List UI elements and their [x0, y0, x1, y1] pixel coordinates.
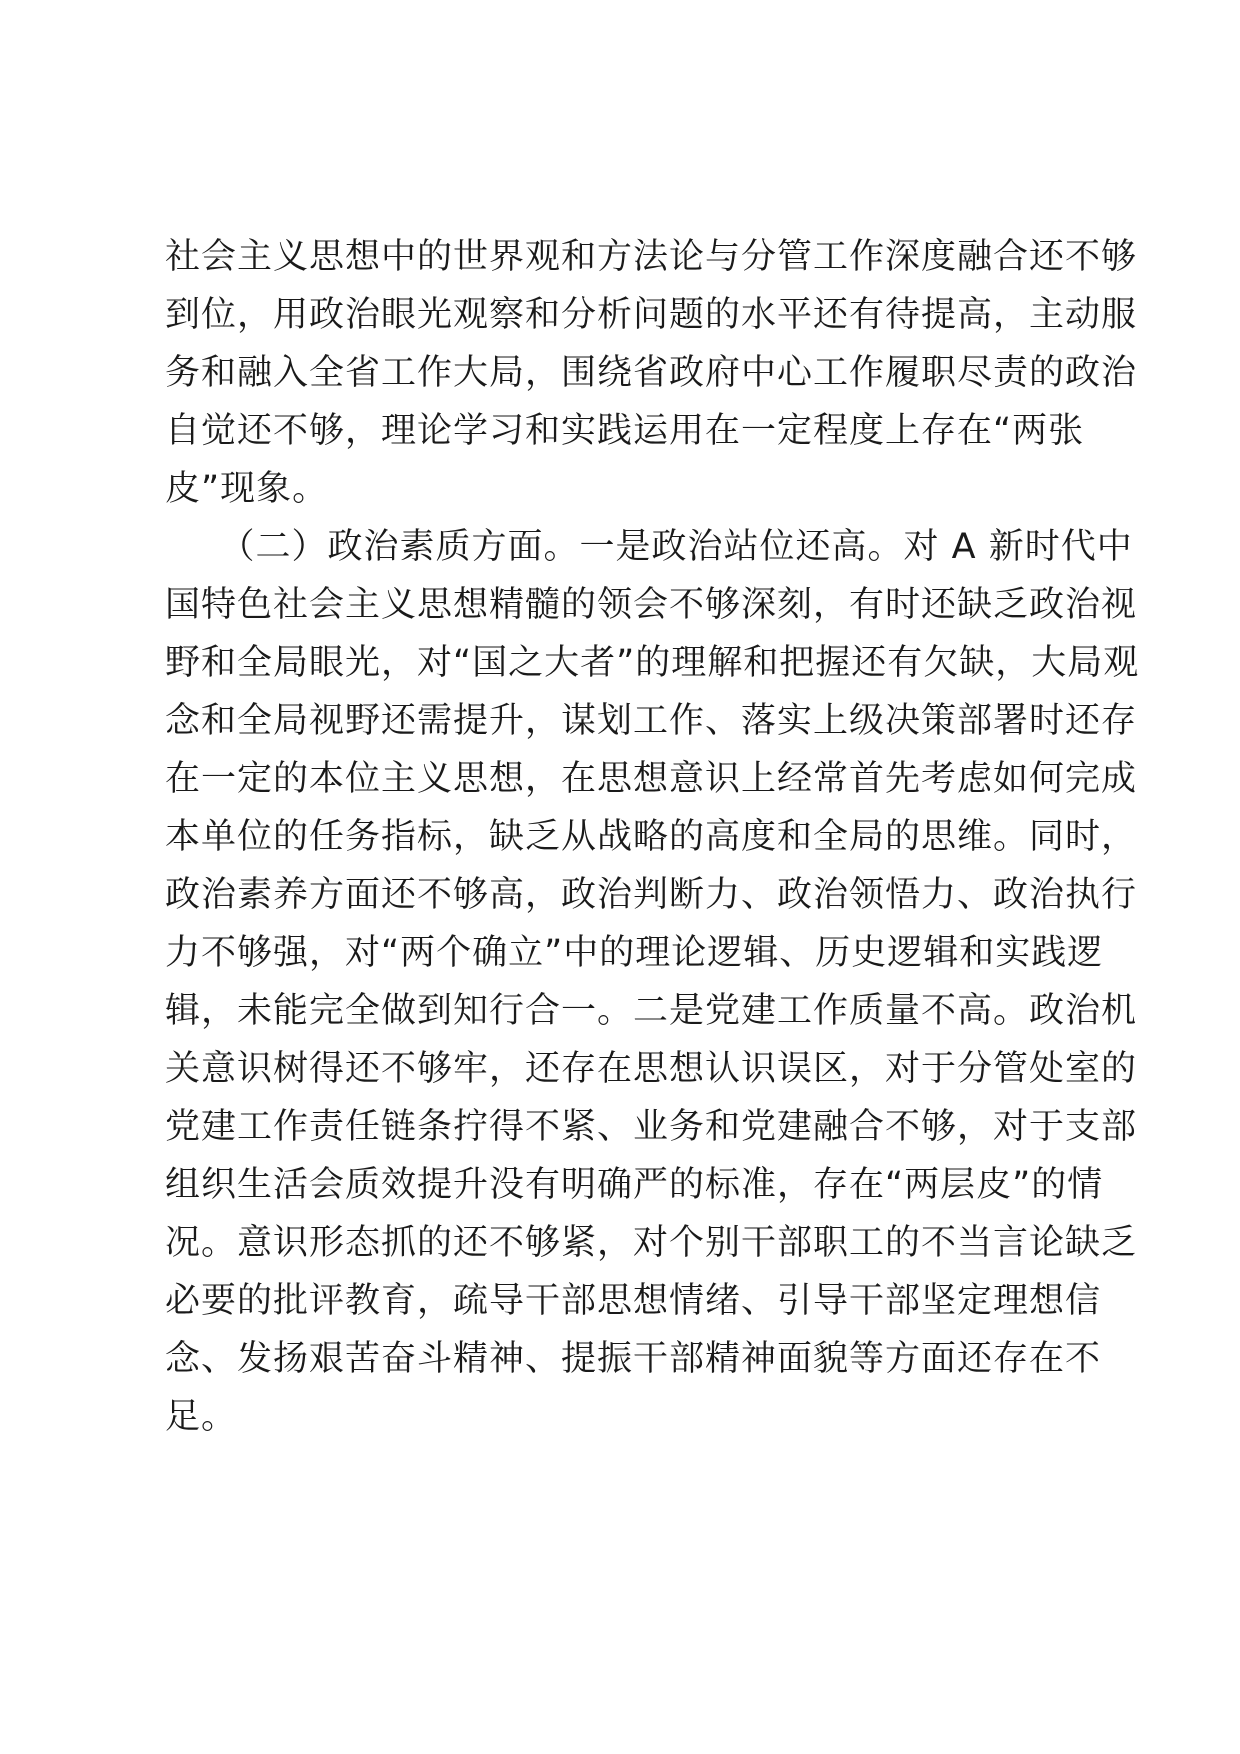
text-line: 况。意识形态抓的还不够紧，对个别干部职工的不当言论缺乏: [165, 1223, 1138, 1263]
text-line: 念、发扬艰苦奋斗精神、提振干部精神面貌等方面还存在不: [165, 1339, 1102, 1379]
body-text: [165, 228, 1140, 1446]
text-line: 在一定的本位主义思想，在思想意识上经常首先考虑如何完成: [165, 759, 1138, 799]
text-line: 关意识树得还不够牢，还存在思想认识误区，对于分管处室的: [165, 1049, 1138, 1089]
text-line: 自觉还不够，理论学习和实践运用在一定程度上存在“两张: [165, 411, 1085, 451]
text-line: 必要的批评教育，疏导干部思想情绪、引导干部坚定理想信: [165, 1281, 1102, 1321]
text-line: 组织生活会质效提升没有明确严的标准，存在“两层皮”的情: [165, 1165, 1104, 1205]
text-line: 党建工作责任链条拧得不紧、业务和党建融合不够，对于支部: [165, 1107, 1138, 1147]
text-line: 力不够强，对“两个确立”中的理论逻辑、历史逻辑和实践逻: [165, 933, 1104, 973]
text-line: 野和全局眼光，对“国之大者”的理解和把握还有欠缺，大局观: [165, 643, 1140, 683]
text-line: 国特色社会主义思想精髓的领会不够深刻，有时还缺乏政治视: [165, 585, 1138, 625]
text-line: 社会主义思想中的世界观和方法论与分管工作深度融合还不够: [165, 237, 1138, 277]
section-heading-line: （二）政治素质方面。一是政治站位还高。对 A 新时代中: [165, 527, 1133, 567]
text-line: 政治素养方面还不够高，政治判断力、政治领悟力、政治执行: [165, 875, 1138, 915]
text-line: 务和融入全省工作大局，围绕省政府中心工作履职尽责的政治: [165, 353, 1138, 393]
text-line: 足。: [165, 1397, 238, 1437]
text-line: 念和全局视野还需提升，谋划工作、落实上级决策部署时还存: [165, 701, 1138, 741]
text-line: 到位，用政治眼光观察和分析问题的水平还有待提高，主动服: [165, 295, 1138, 335]
text-line: 辑，未能完全做到知行合一。二是党建工作质量不高。政治机: [165, 991, 1138, 1031]
text-line: 本单位的任务指标，缺乏从战略的高度和全局的思维。同时，: [165, 817, 1138, 857]
text-line: 皮”现象。: [165, 469, 329, 509]
